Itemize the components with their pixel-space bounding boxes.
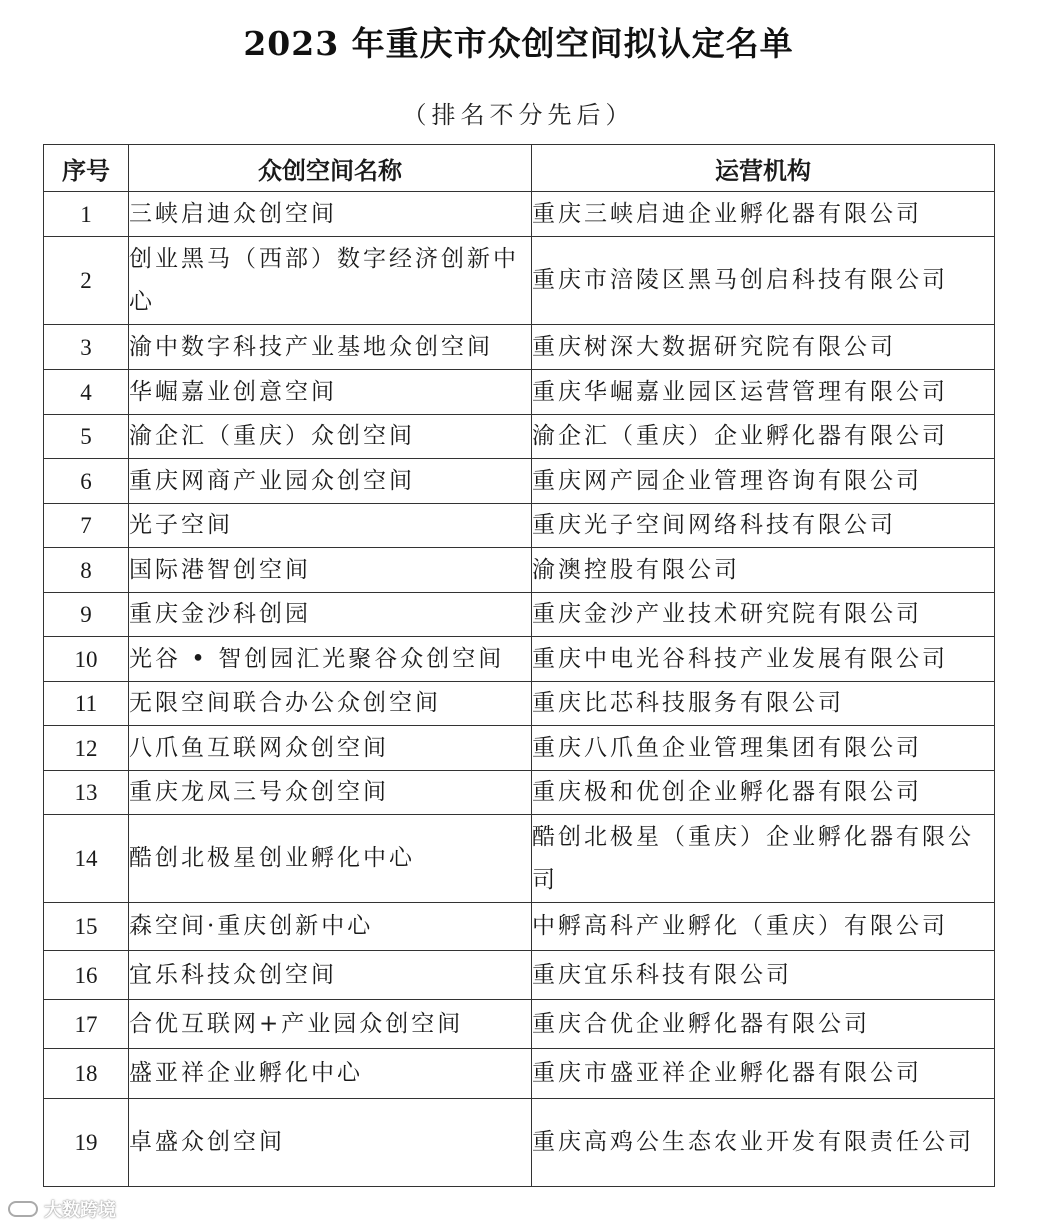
name-cell: 宜乐科技众创空间 [129,951,532,1000]
name-cell: 森空间·重庆创新中心 [129,903,532,951]
org-cell: 重庆中电光谷科技产业发展有限公司 [532,637,995,682]
table-row [44,459,995,504]
org-cell: 中孵高科产业孵化（重庆）有限公司 [532,903,995,951]
org-cell: 重庆三峡启迪企业孵化器有限公司 [532,192,995,237]
org-cell: 重庆金沙产业技术研究院有限公司 [532,593,995,637]
watermark [8,1196,116,1222]
name-cell: 重庆网商产业园众创空间 [129,459,532,504]
seq-cell: 9 [44,593,129,637]
table-row [44,726,995,771]
org-cell: 重庆比芯科技服务有限公司 [532,682,995,726]
seq-cell: 11 [44,682,129,726]
org-cell: 重庆市盛亚祥企业孵化器有限公司 [532,1049,995,1099]
org-cell: 重庆市涪陵区黑马创启科技有限公司 [532,237,995,325]
list-table [43,144,995,1187]
name-cell: 渝中数字科技产业基地众创空间 [129,325,532,370]
table-row [44,1099,995,1187]
org-cell: 重庆华崛嘉业园区运营管理有限公司 [532,370,995,415]
table-row [44,951,995,1000]
org-cell: 重庆高鸡公生态农业开发有限责任公司 [532,1099,995,1187]
table-row [44,192,995,237]
header-seq: 序号 [44,145,129,192]
table-row [44,1000,995,1049]
seq-cell: 18 [44,1049,129,1099]
name-cell: 光谷 • 智创园汇光聚谷众创空间 [129,637,532,682]
name-cell: 三峡启迪众创空间 [129,192,532,237]
header-name: 众创空间名称 [129,145,532,192]
org-cell: 重庆树深大数据研究院有限公司 [532,325,995,370]
seq-cell: 1 [44,192,129,237]
table-row [44,237,995,325]
name-cell: 光子空间 [129,504,532,548]
table-row [44,903,995,951]
seq-cell: 3 [44,325,129,370]
org-cell: 重庆极和优创企业孵化器有限公司 [532,771,995,815]
org-cell: 重庆光子空间网络科技有限公司 [532,504,995,548]
org-cell: 重庆网产园企业管理咨询有限公司 [532,459,995,504]
seq-cell: 13 [44,771,129,815]
logo-icon [8,1201,38,1217]
name-cell: 国际港智创空间 [129,548,532,593]
table-body [44,192,995,1187]
org-cell: 重庆八爪鱼企业管理集团有限公司 [532,726,995,771]
table-row [44,637,995,682]
seq-cell: 17 [44,1000,129,1049]
seq-cell: 2 [44,237,129,325]
table-row [44,771,995,815]
table-header-row [44,145,995,192]
name-cell: 渝企汇（重庆）众创空间 [129,415,532,459]
seq-cell: 16 [44,951,129,1000]
watermark-text: 大数跨境 [44,1200,116,1221]
name-cell: 卓盛众创空间 [129,1099,532,1187]
seq-cell: 12 [44,726,129,771]
org-cell: 渝企汇（重庆）企业孵化器有限公司 [532,415,995,459]
table-row [44,415,995,459]
name-cell: 盛亚祥企业孵化中心 [129,1049,532,1099]
org-cell: 重庆宜乐科技有限公司 [532,951,995,1000]
seq-cell: 14 [44,815,129,903]
seq-cell: 19 [44,1099,129,1187]
name-cell: 华崛嘉业创意空间 [129,370,532,415]
name-cell: 酷创北极星创业孵化中心 [129,815,532,903]
table-row [44,504,995,548]
table-row [44,593,995,637]
name-cell: 重庆金沙科创园 [129,593,532,637]
seq-cell: 10 [44,637,129,682]
table-row [44,548,995,593]
table-row [44,325,995,370]
seq-cell: 5 [44,415,129,459]
name-cell: 无限空间联合办公众创空间 [129,682,532,726]
seq-cell: 6 [44,459,129,504]
name-cell: 八爪鱼互联网众创空间 [129,726,532,771]
seq-cell: 15 [44,903,129,951]
org-cell: 重庆合优企业孵化器有限公司 [532,1000,995,1049]
org-cell: 渝澳控股有限公司 [532,548,995,593]
header-org: 运营机构 [532,145,995,192]
table-row [44,682,995,726]
table-row [44,370,995,415]
name-cell: 重庆龙凤三号众创空间 [129,771,532,815]
name-cell: 合优互联网+产业园众创空间 [129,1000,532,1049]
page-title: 2023 年重庆市众创空间拟认定名单 [243,24,794,63]
seq-cell: 7 [44,504,129,548]
name-cell: 创业黑马（西部）数字经济创新中心 [129,237,532,325]
seq-cell: 4 [44,370,129,415]
page-subtitle: （排名不分先后） [402,101,635,129]
table-row [44,1049,995,1099]
seq-cell: 8 [44,548,129,593]
org-cell: 酷创北极星（重庆）企业孵化器有限公司 [532,815,995,903]
table-row [44,815,995,903]
